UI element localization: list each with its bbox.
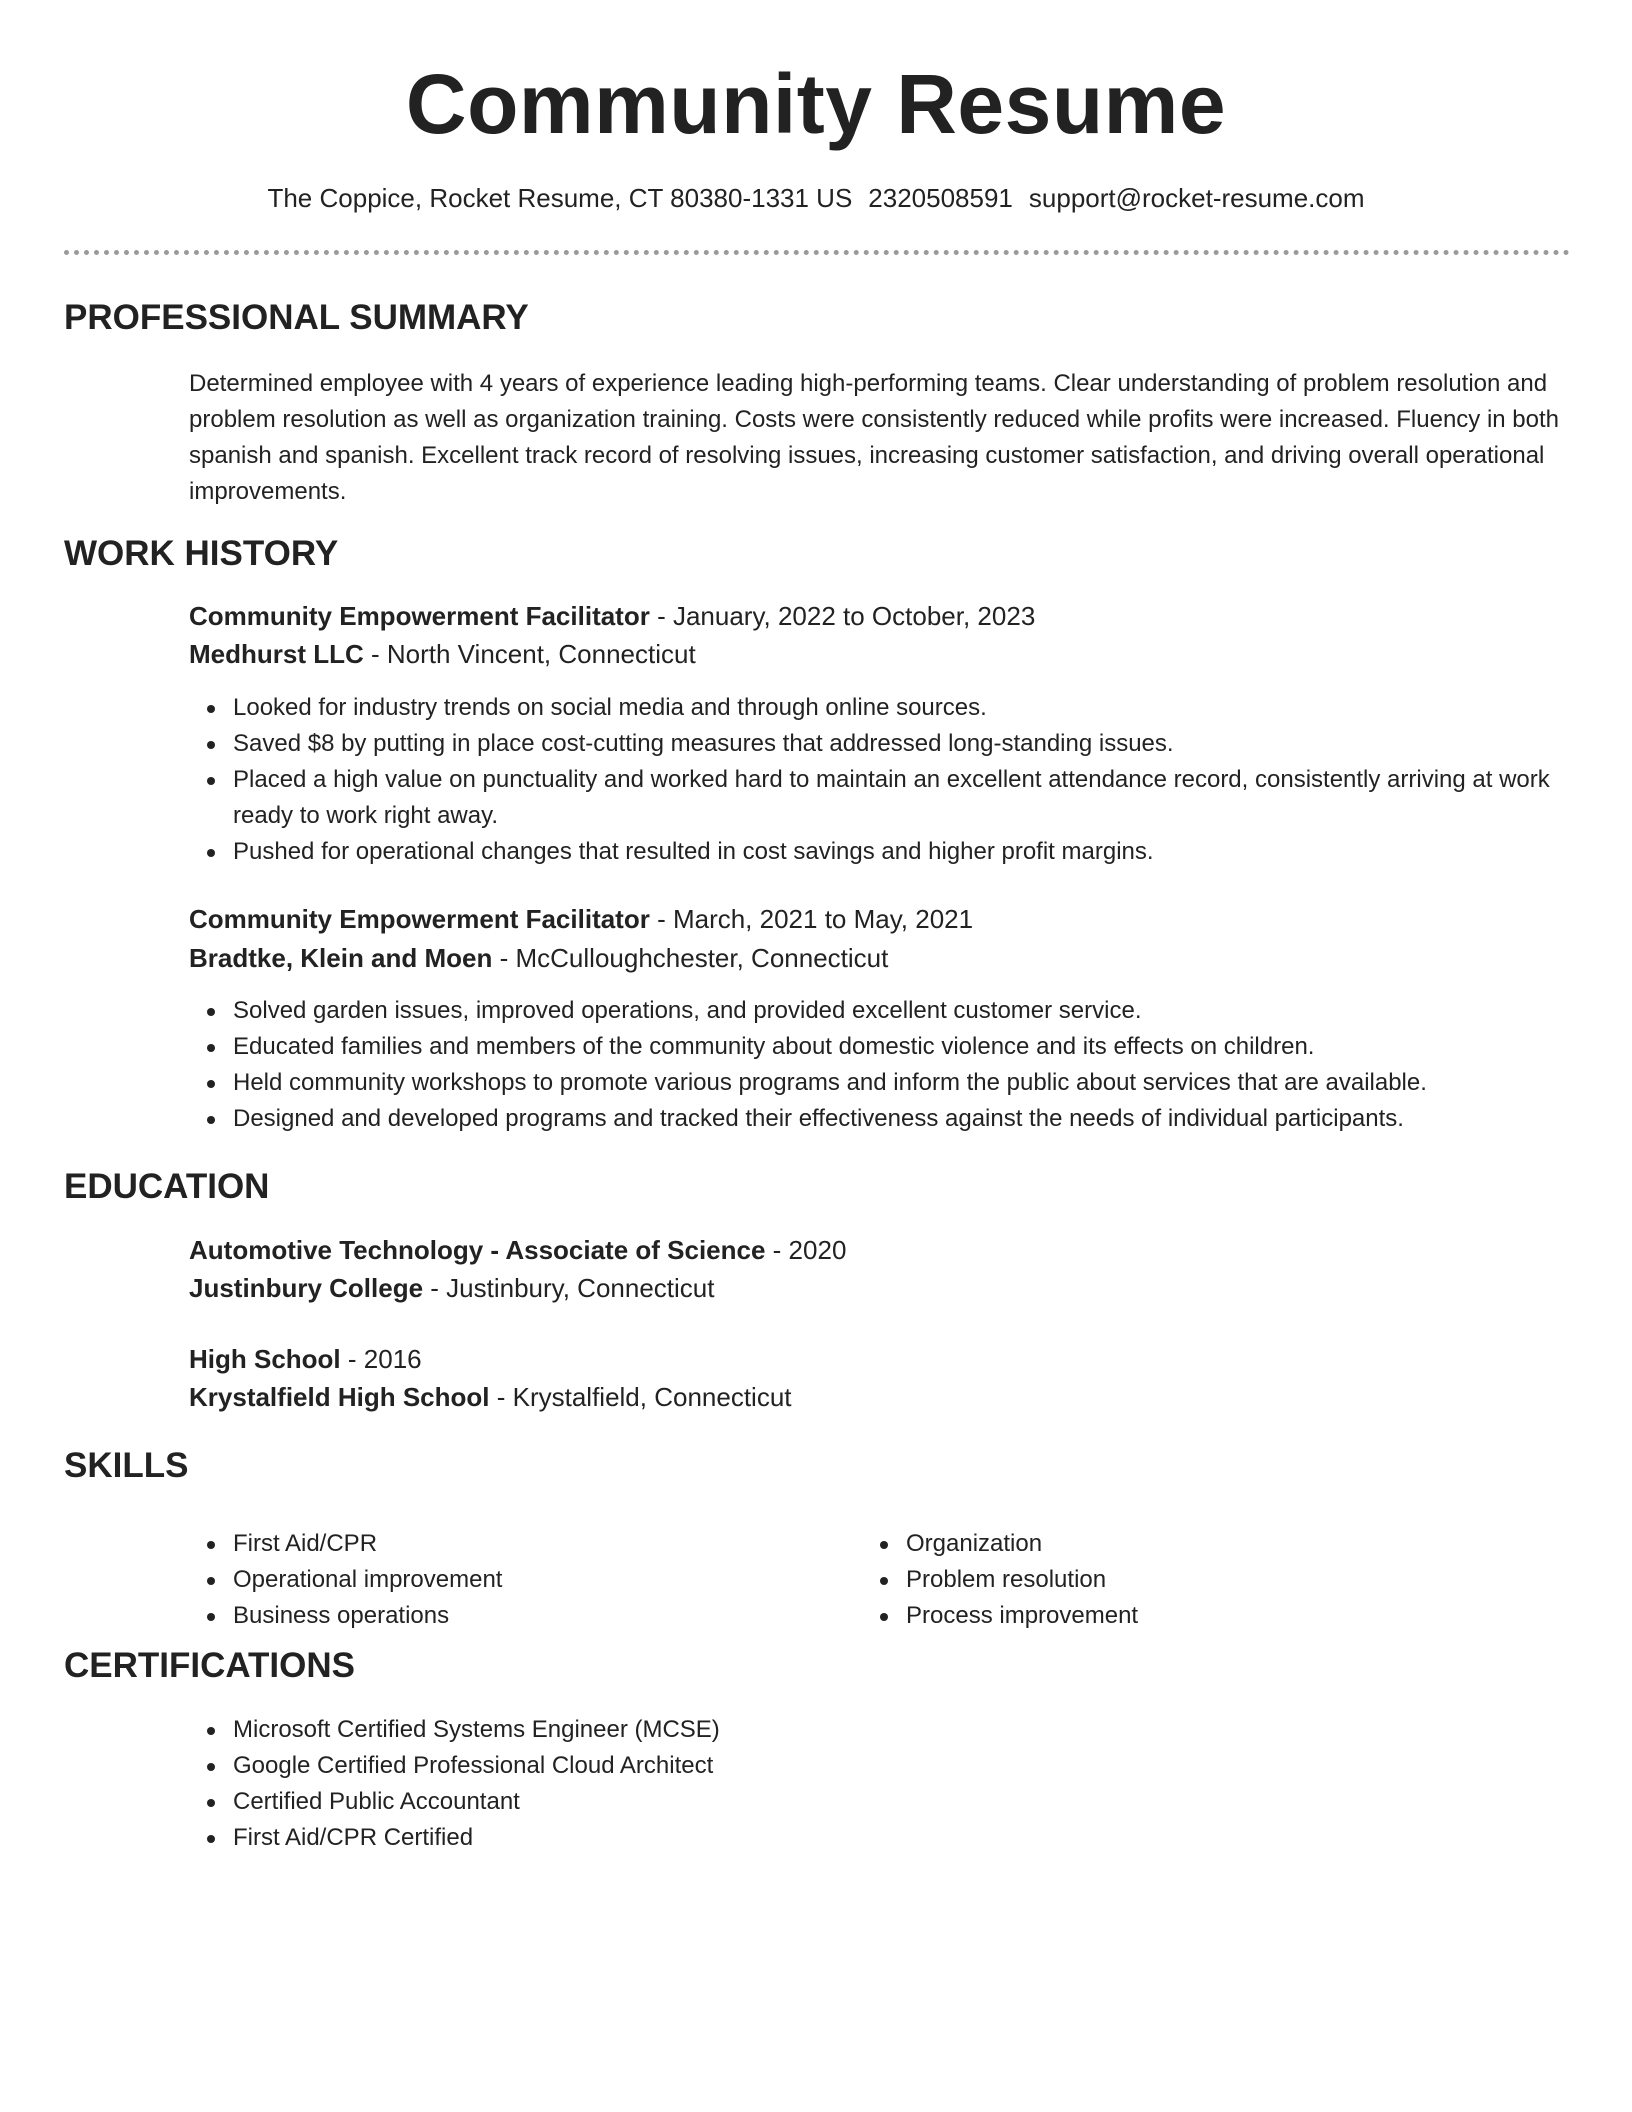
list-item: Saved $8 by putting in place cost-cutting measures that addressed long-standing issues.	[233, 726, 1613, 762]
list-item: Pushed for operational changes that resulted in cost savings and higher profit margins.	[233, 834, 1613, 870]
list-item: Business operations	[233, 1598, 833, 1634]
list-item: Certified Public Accountant	[233, 1784, 1613, 1820]
summary-heading: PROFESSIONAL SUMMARY	[64, 298, 529, 337]
education-school: Krystalfield High School	[189, 1382, 490, 1412]
education-location: - Justinbury, Connecticut	[423, 1273, 715, 1303]
education-degree-line	[189, 1232, 846, 1268]
education-degree-line	[189, 1341, 422, 1377]
list-item: Microsoft Certified Systems Engineer (MCSE)	[233, 1712, 1613, 1748]
job-dates: - March, 2021 to May, 2021	[649, 904, 974, 934]
list-item: Looked for industry trends on social media and through online sources.	[233, 690, 1613, 726]
list-item: First Aid/CPR	[233, 1526, 833, 1562]
education-year: - 2020	[765, 1235, 847, 1265]
job-location: - North Vincent, Connecticut	[363, 639, 696, 669]
skills-list-right	[862, 1526, 1506, 1634]
skills-heading: SKILLS	[64, 1446, 189, 1485]
list-item: Held community workshops to promote various programs and inform the public about services that are available.	[233, 1065, 1613, 1101]
summary-text: Determined employee with 4 years of experience leading high-performing teams. Clear understanding of problem resolution and problem resolution as well as organization training. Costs were consistently reduced while profits were increased. Fluency in both spanish and spanish. Excellent track record of resolving issues, increasing customer satisfaction, and driving overall operational improvements.	[189, 370, 1560, 505]
job-dates: - January, 2022 to October, 2023	[649, 601, 1036, 631]
education-school-line	[189, 1379, 792, 1415]
list-item: Educated families and members of the community about domestic violence and its effects on children.	[233, 1029, 1613, 1065]
job-company-line	[189, 940, 888, 976]
list-item: Operational improvement	[233, 1562, 833, 1598]
list-item: Designed and developed programs and tracked their effectiveness against the needs of individual participants.	[233, 1101, 1613, 1137]
education-school-line	[189, 1270, 714, 1306]
job-title-line	[189, 598, 1035, 634]
job-title-line	[189, 901, 973, 937]
education-degree: Automotive Technology - Associate of Science	[189, 1235, 766, 1265]
header-divider	[64, 250, 1570, 255]
list-item: Solved garden issues, improved operations, and provided excellent customer service.	[233, 993, 1613, 1029]
job-title: Community Empowerment Facilitator	[189, 601, 650, 631]
education-year: - 2016	[340, 1344, 422, 1374]
education-school: Justinbury College	[189, 1273, 424, 1303]
education-location: - Krystalfield, Connecticut	[489, 1382, 792, 1412]
contact-address: The Coppice, Rocket Resume, CT 80380-1331 US	[267, 183, 853, 213]
skills-list-left	[189, 1526, 833, 1634]
certifications-heading: CERTIFICATIONS	[64, 1646, 356, 1685]
certifications-list	[189, 1712, 1613, 1856]
job-bullets	[189, 690, 1613, 870]
job-bullets	[189, 993, 1613, 1137]
list-item: Organization	[906, 1526, 1506, 1562]
list-item: Problem resolution	[906, 1562, 1506, 1598]
education-heading: EDUCATION	[64, 1167, 270, 1206]
education-degree: High School	[189, 1344, 341, 1374]
job-company-line	[189, 636, 696, 672]
list-item: Process improvement	[906, 1598, 1506, 1634]
job-location: - McCulloughchester, Connecticut	[492, 943, 889, 973]
job-company: Bradtke, Klein and Moen	[189, 943, 493, 973]
work-history-heading: WORK HISTORY	[64, 534, 339, 573]
list-item: First Aid/CPR Certified	[233, 1820, 1613, 1856]
contact-line	[0, 180, 1632, 216]
contact-email: support@rocket-resume.com	[1028, 183, 1365, 213]
list-item: Placed a high value on punctuality and worked hard to maintain an excellent attendance record, consistently arriving at work ready to work right away.	[233, 762, 1613, 834]
contact-phone: 2320508591	[868, 183, 1013, 213]
job-company: Medhurst LLC	[189, 639, 364, 669]
list-item: Google Certified Professional Cloud Architect	[233, 1748, 1613, 1784]
job-title: Community Empowerment Facilitator	[189, 904, 650, 934]
resume-name: Community Resume	[405, 57, 1227, 151]
